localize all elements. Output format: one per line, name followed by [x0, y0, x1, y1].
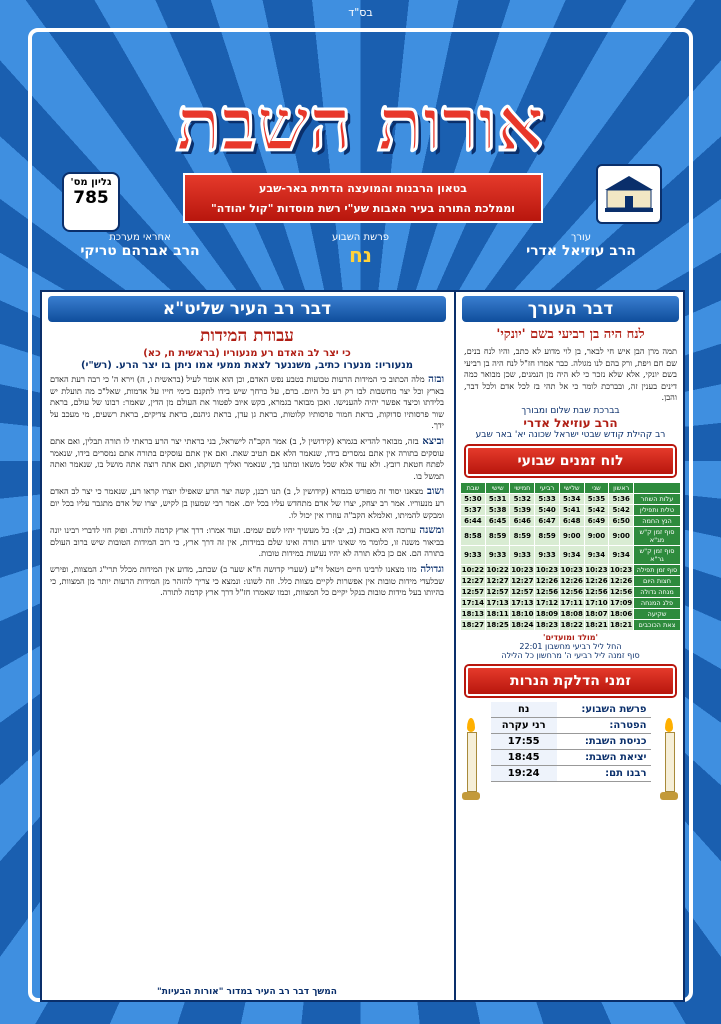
times-cell: 9:33 [535, 545, 560, 564]
rabbi-paragraph [42, 484, 452, 523]
times-cell: 12:57 [461, 587, 485, 596]
times-cell: 8:58 [461, 526, 486, 545]
paragraph-text: ערוכה היא באבות (ב, יב): כל מעשיך יהיו לשם שמים. ועוד אמרו: דרך ארץ קדמה לתורה. ופוק חזי לדברי רבינו יונה בביאור משנה זו, כלומר מי שאינו יודע תורה ואינו שלם במידות, אין זה דרך ארץ, כי רוב המידות הטובות שיש ברוב העולם בתורה הם. אם כן בלא תורה לא יהיו נעשות במידות טובות. [50, 525, 444, 559]
times-corner [634, 482, 681, 493]
times-cell: 12:56 [610, 587, 633, 596]
candle-icon [660, 710, 678, 800]
candles-value: 19:24 [491, 765, 557, 781]
times-cell: 9:00 [584, 526, 609, 545]
times-table-body [461, 493, 681, 630]
times-cell: 9:34 [609, 545, 634, 564]
candles-value: 18:45 [491, 749, 557, 765]
times-cell: 6:48 [559, 515, 584, 526]
signature-name: הרב עוזיאל אדרי [523, 415, 618, 430]
candles-value: רני עקרה [491, 717, 557, 733]
rabbi-column-footer: המשך דבר רב העיר במדור "אורות הבעיות" [157, 987, 337, 997]
table-row [491, 733, 651, 749]
times-cell: 12:27 [486, 576, 509, 585]
times-cell: 12:56 [535, 587, 559, 596]
candles-key: כניסת השבת: [557, 733, 651, 749]
paragraph-lead: וגדולה [416, 563, 444, 575]
times-col-header: חמישי [510, 482, 535, 493]
parasha-credit [261, 232, 461, 284]
times-row-label: שקיעה [634, 608, 681, 619]
times-cell: 12:57 [486, 587, 509, 596]
table-row [491, 702, 651, 718]
times-cell: 17:12 [535, 598, 559, 607]
paragraph-lead: וביצא [418, 435, 444, 447]
paragraph-lead: ובזה [424, 374, 444, 385]
times-cell: 17:14 [461, 598, 485, 607]
candle-icon [462, 710, 480, 800]
times-cell: 6:49 [584, 515, 609, 526]
times-cell: 10:23 [610, 565, 633, 574]
rabbi-paragraph [42, 562, 452, 601]
table-row [461, 526, 681, 545]
times-cell: 9:33 [485, 545, 510, 564]
times-col-header: שישי [485, 482, 510, 493]
times-cell: 5:35 [584, 493, 609, 504]
issue-number: 785 [73, 188, 109, 208]
times-cell: 5:40 [535, 504, 560, 515]
table-row [461, 515, 681, 526]
masthead-title: אורות השבת [175, 82, 545, 168]
times-cell: 5:34 [559, 493, 584, 504]
ribbon-line-2: וממלכת התורה בעיר האבות שע"י רשת מוסדות "קול יהודה" [211, 202, 515, 215]
times-cell: 5:39 [510, 504, 535, 515]
editor-name: הרב עוזיאל אדרי [526, 243, 636, 259]
issue-label: גליון מס' [70, 177, 112, 188]
rabbi-column [42, 292, 452, 1000]
times-cell: 5:36 [609, 493, 634, 504]
times-cell: 5:42 [609, 504, 634, 515]
masthead [80, 70, 640, 190]
times-cell: 10:23 [585, 565, 608, 574]
table-row [491, 765, 651, 781]
times-cell: 5:41 [559, 504, 584, 515]
times-cell: 18:22 [560, 620, 583, 629]
times-cell: 5:32 [510, 493, 535, 504]
candles-panel [456, 702, 685, 812]
editor-column-body: תמה מרן הבן איש חי לבאר, בן לוי מדוע לא כתב, והיו לנח בנים, שם חם ויפת, ורק בהם לנו מגולה. כבר אמרו חז"ל לנח היה בן רביעי בשם יונקי, אלא שלא נזכר כי לא היה מן הנמנים, שכן מבואר כמה דינים בענין זה, ובברכת לומר כי אל תהי בז לכל אדם ולכל דבר, והבן. [464, 346, 677, 403]
candles-key: רבנו תם: [557, 765, 651, 781]
table-row [461, 545, 681, 564]
content-area [40, 290, 685, 1002]
bsd-mark: בס"ד [348, 6, 373, 19]
rabbi-column-verse: כי יצר לב האדם רע מנעוריו (בראשית ח, כא) [143, 348, 351, 359]
candles-key: הפטרה: [557, 717, 651, 733]
times-cell: 12:57 [511, 587, 534, 596]
times-cell: 6:50 [609, 515, 634, 526]
candles-table [491, 702, 651, 782]
times-row-label: סוף זמן תפילה [634, 564, 681, 575]
rabbi-column-sub: מנעוריו: מנערו כתיב, משננער לצאת ממעי אמו ניתן בו יצר הרע. (רש"י) [80, 360, 414, 371]
times-cell: 18:10 [511, 609, 534, 618]
times-cell: 10:22 [486, 565, 509, 574]
times-cell: 12:26 [535, 576, 559, 585]
editor-label: עורך [571, 232, 591, 243]
times-col-header: ראשון [609, 482, 634, 493]
times-cell: 18:11 [486, 609, 509, 618]
masthead-ribbon [183, 173, 543, 223]
manager-credit [40, 232, 240, 284]
table-row [461, 619, 681, 630]
times-cell: 12:26 [560, 576, 583, 585]
times-cell: 17:13 [511, 598, 534, 607]
ribbon-line-1: בטאון הרבנות והמועצה הדתית באר-שבע [259, 182, 467, 195]
times-col-header: שלישי [559, 482, 584, 493]
table-row [491, 749, 651, 765]
molad-line-2: סוף זמנה ליל רביעי ה' מרחשון כל הלילה [501, 650, 640, 660]
parasha-name: נח [349, 243, 372, 267]
table-row [461, 564, 681, 575]
editor-signature [456, 406, 685, 440]
editor-column [454, 292, 685, 1000]
times-cell: 9:00 [609, 526, 634, 545]
paragraph-lead: ומשנה [415, 525, 444, 537]
molad-title: 'מולד ומועדים' [543, 632, 598, 642]
times-cell: 10:23 [535, 565, 559, 574]
times-col-header: רביעי [535, 482, 560, 493]
table-row [461, 608, 681, 619]
times-col-header: שני [584, 482, 609, 493]
times-cell: 9:33 [461, 545, 486, 564]
times-cell: 17:13 [486, 598, 509, 607]
table-row [461, 597, 681, 608]
candles-header: זמני הדלקת הנרות [466, 666, 675, 696]
times-row-label: סוף זמן ק"ש גר"א [634, 545, 681, 564]
times-cell: 18:21 [585, 620, 608, 629]
candles-key: פרשת השבוע: [557, 702, 651, 718]
times-table-head [461, 482, 681, 493]
times-cell: 6:45 [485, 515, 510, 526]
times-cell: 12:27 [461, 576, 485, 585]
rabbi-column-body [42, 372, 452, 601]
times-cell: 17:11 [560, 598, 583, 607]
times-row-label: חצות היום [634, 575, 681, 586]
times-cell: 18:07 [585, 609, 608, 618]
manager-name: הרב אברהם טריקי [80, 243, 200, 259]
times-cell: 18:23 [535, 620, 559, 629]
times-cell: 5:38 [485, 504, 510, 515]
times-cell: 18:25 [486, 620, 509, 629]
times-cell: 12:26 [610, 576, 633, 585]
paragraph-text: מזו מצאנו לרבינו חיים ויטאל זי"ע (שערי קדושה ח"א שער ב) שכתב, מדוע אין המידות מכלל תרי"ג המצוות, ופירש שבלעדי מידות טובות אין אפשרות לקיים מצוות כלל. וזה לשונו: ונמצא כי צריך להזהר מן המידות הרעות יותר מן המצוות, כי בהיותו בעל מידות טובות בנקל יקיים כל המצוות, וכמו שאמרו חז"ל דרך ארץ קדמה לתורה. [50, 563, 444, 598]
times-row-label: צאת הכוכבים [634, 619, 681, 630]
table-row [461, 493, 681, 504]
issue-box [62, 172, 120, 232]
times-header: לוח זמנים שבועי [466, 446, 675, 476]
times-cell: 5:31 [485, 493, 510, 504]
times-cell: 12:27 [511, 576, 534, 585]
times-table [460, 482, 681, 631]
table-row [461, 586, 681, 597]
times-cell: 5:33 [535, 493, 560, 504]
times-cell: 5:37 [461, 504, 486, 515]
editor-credit [481, 232, 681, 284]
times-row-label: הנץ החמה [634, 515, 681, 526]
paragraph-text: מלה הכתוב כי המידות הרעות טבועות בטבע נפש האדם, וכן הוא אומר לעיל (בראשית ו, ה) וירא ה' כי רבה רעת האדם בארץ וכל יצר מחשבות לבו רק רע כל היום. ברם, על כרחך שיש בידו לתקנם בימי חייו על אדמות, שאל"כ מה תועלת יש בלידתו וכיצד אפשר יהיה להענישו. ואכן מבואר בגמרא, בקש איוב לפטור את העולם מן הדין, שאמר: רבונו של עולם, בראת שור פרסותיו סדוקות, בראת חמור פרסותיו קלוטות, בראת גן עדן, בראת גיהנם, בראת צדיקים, בראת רשעים, מי מעכב על ידך. [50, 374, 444, 431]
times-cell: 12:56 [560, 587, 583, 596]
times-cell: 6:44 [461, 515, 486, 526]
rabbi-paragraph [42, 434, 452, 484]
times-cell: 18:21 [610, 620, 633, 629]
times-col-header: שבת [461, 482, 486, 493]
paragraph-text: בזה, מבואר להדיא בגמרא (קידושין ל, ב) אמר הקב"ה לישראל, בני בראתי יצר הרע בראתי לו תורה תבלין, ואם אתם עוסקים בתורה אין אתם נמסרים בידו, שנאמר הלא אם תטיב שאת. ואם אין אתם עוסקים בתורה אתם נמסרים בידו, שנאמר לפתח חטאת רובץ. ולא עוד אלא שכל משאו ומתנו בך, שנאמר ואליך תשוקתו, ואם אתה רוצה אתה מושל בו, שנאמר ואתה תמשל בו. [50, 435, 444, 481]
manager-label: אחראי מערכת [109, 232, 171, 243]
times-cell: 8:59 [535, 526, 560, 545]
parasha-label: פרשת השבוע [331, 232, 390, 243]
times-cell: 5:42 [584, 504, 609, 515]
times-cell: 12:26 [585, 576, 608, 585]
signature-role: רב קהילת קודש שבטי ישראל שכונה יא' באר שבע [475, 429, 666, 440]
times-cell: 9:34 [584, 545, 609, 564]
times-cell: 18:06 [610, 609, 633, 618]
editor-column-subtitle: לנח היה בן רביעי בשם 'יונקי' [496, 327, 645, 342]
kol-yehuda-logo-icon [596, 164, 662, 224]
times-cell: 8:59 [485, 526, 510, 545]
times-cell: 12:56 [585, 587, 608, 596]
times-cell: 18:24 [511, 620, 534, 629]
times-cell: 8:59 [510, 526, 535, 545]
table-row [461, 504, 681, 515]
staff-bar [40, 232, 681, 284]
paragraph-text: מצאנו יסוד זה מפורש בגמרא (קידושין ל, ב) תנו רבנן, קשה יצר הרע שאפילו יוצרו קראו רע, שנאמר כי יצר לב האדם רע מנעוריו. אמר רב יצחק, יצרו של אדם מתחדש עליו בכל יום. אמר רבי שמעון בן לקיש, יצרו של אדם מתגבר עליו בכל יום ומבקש להמיתו, ואלמלא הקב"ה עוזרו אין יכול לו. [50, 486, 444, 520]
times-cell: 10:23 [511, 565, 534, 574]
editor-column-header: דבר העורך [462, 296, 679, 322]
signature-greeting: בברכת שבת שלום ומבורך [521, 405, 620, 416]
times-cell: 17:09 [610, 598, 633, 607]
molad-notes [458, 633, 683, 660]
table-row [491, 717, 651, 733]
times-cell: 10:23 [560, 565, 583, 574]
times-row-label: מנחה גדולה [634, 586, 681, 597]
times-row-label: עלות השחר [634, 493, 681, 504]
candles-value: נח [491, 702, 557, 718]
molad-line-1: החל ליל רביעי מחשבון 22:01 [519, 641, 622, 651]
times-row-label: פלג המנחה [634, 597, 681, 608]
times-cell: 18:27 [461, 620, 485, 629]
times-cell: 6:47 [535, 515, 560, 526]
times-cell: 18:13 [461, 609, 485, 618]
rabbi-paragraph [42, 372, 452, 434]
paragraph-lead: ושוב [423, 486, 444, 498]
times-cell: 17:10 [585, 598, 608, 607]
candles-key: יציאת השבת: [557, 749, 651, 765]
times-cell: 18:08 [560, 609, 583, 618]
rabbi-column-title: עבודת המידות [200, 326, 294, 346]
rabbi-paragraph [42, 523, 452, 562]
candles-value: 17:55 [491, 733, 557, 749]
times-cell: 18:09 [535, 609, 559, 618]
times-row-label: טלית ותפילין [634, 504, 681, 515]
table-row [461, 575, 681, 586]
rabbi-column-header: דבר רב העיר שליט"א [48, 296, 446, 322]
times-cell: 9:33 [510, 545, 535, 564]
times-cell: 5:30 [461, 493, 486, 504]
times-cell: 6:46 [510, 515, 535, 526]
times-cell: 9:34 [559, 545, 584, 564]
times-cell: 9:00 [559, 526, 584, 545]
times-cell: 10:22 [461, 565, 485, 574]
times-row-label: סוף זמן ק"ש מג"א [634, 526, 681, 545]
